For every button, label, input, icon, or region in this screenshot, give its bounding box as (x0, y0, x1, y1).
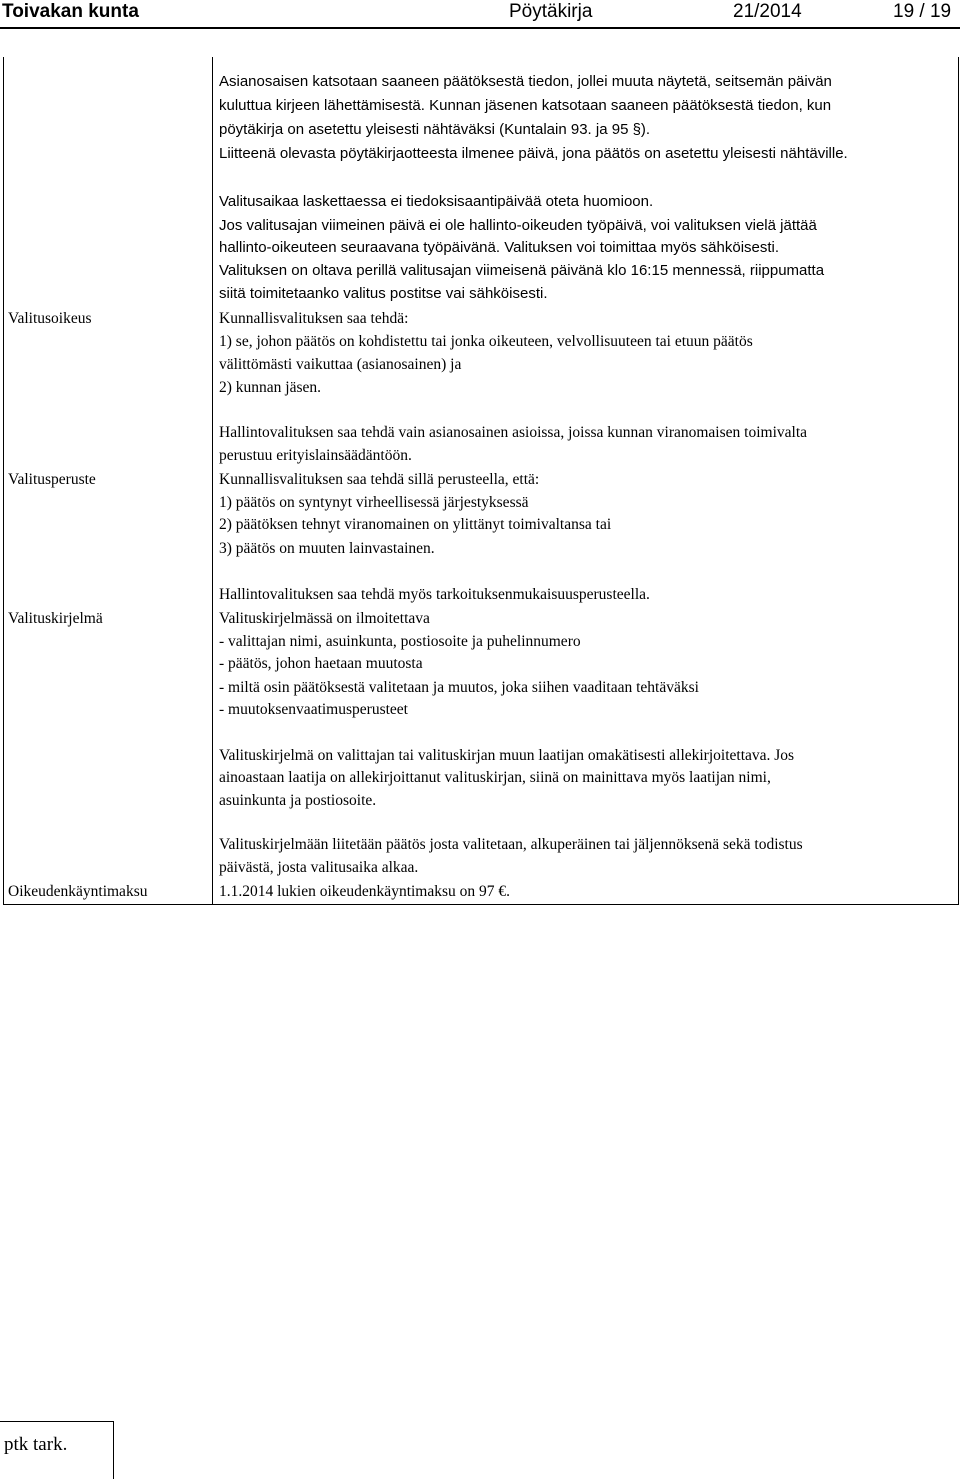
valitusoikeus-line-1: Kunnallisvalituksen saa tehdä: (219, 310, 409, 327)
municipality-name: Toivakan kunta (2, 1, 139, 22)
valitusoikeus-line-4: 2) kunnan jäsen. (219, 379, 322, 396)
label-oikeudenkayntimaksu: Oikeudenkäyntimaksu (8, 883, 148, 900)
valitusoikeus-line-3: välittömästi vaikuttaa (asianosainen) ja (219, 356, 462, 373)
deadline-line-3: hallinto-oikeuteen seuraavana työpäivänä. Valituksen voi toimittaa myös sähköisesti. (219, 239, 780, 256)
valitusperuste-line-1: Kunnallisvalituksen saa tehdä sillä perusteella, että: (219, 471, 540, 488)
document-number: 21/2014 (733, 1, 802, 22)
intro-line-1: Asianosaisen katsotaan saaneen päätöksestä tiedon, jollei muuta näytetä, seitsemän päivän (219, 73, 832, 90)
ptk-tark-box (0, 1421, 114, 1479)
liitteet-line-2: päivästä, josta valitusaika alkaa. (219, 859, 419, 876)
deadline-line-2: Jos valitusajan viimeinen päivä ei ole hallinto-oikeuden työpäivä, voi valituksen vielä jättää (219, 217, 817, 234)
hallintovalitus-line-1: Hallintovalituksen saa tehdä vain asianosainen asioissa, joissa kunnan viranomaisen toimivalta (219, 424, 808, 441)
valitusperuste-line-4: 3) päätös on muuten lainvastainen. (219, 540, 435, 557)
label-valitusoikeus: Valitusoikeus (8, 310, 92, 327)
valitusoikeus-line-2: 1) se, johon päätös on kohdistettu tai jonka oikeuteen, velvollisuuteen tai etuun päätös (219, 333, 753, 350)
allekirjoitus-line-1: Valituskirjelmä on valittajan tai valituskirjan muun laatijan omakätisesti allekirjoitettava. Jos (219, 747, 795, 764)
valituskirjelma-line-5: - muutoksenvaatimusperusteet (219, 701, 408, 718)
page-number: 19 / 19 (893, 1, 952, 22)
intro-line-4: Liitteenä olevasta pöytäkirjaotteesta ilmenee päivä, jona päätös on asetettu yleisesti nähtäville. (219, 145, 848, 162)
document-type: Pöytäkirja (509, 1, 593, 22)
maksu-line: 1.1.2014 lukien oikeudenkäyntimaksu on 97 €. (219, 883, 511, 900)
label-valituskirjelma: Valituskirjelmä (8, 610, 103, 627)
header-rule (0, 27, 960, 29)
liitteet-line-1: Valituskirjelmään liitetään päätös josta valitetaan, alkuperäinen tai jäljennöksenä sekä todistus (219, 836, 803, 853)
valituskirjelma-line-1: Valituskirjelmässä on ilmoitettava (219, 610, 430, 627)
valitusperuste-line-2: 1) päätös on syntynyt virheellisessä järjestyksessä (219, 494, 529, 511)
hallintovalitus-line-2: perustuu erityislainsäädäntöön. (219, 447, 412, 464)
allekirjoitus-line-2: ainoastaan laatija on allekirjoittanut valituskirjan, siinä on mainittava myös laatijan nimi, (219, 769, 771, 786)
valituskirjelma-line-2: - valittajan nimi, asuinkunta, postiosoite ja puhelinnumero (219, 633, 581, 650)
deadline-line-5: siitä toimitetaanko valitus postitse vai sähköisesti. (219, 285, 548, 302)
deadline-line-1: Valitusaikaa laskettaessa ei tiedoksisaantipäivää oteta huomioon. (219, 193, 654, 210)
valituskirjelma-line-4: - miltä osin päätöksestä valitetaan ja muutos, joka siihen vaaditaan tehtäväksi (219, 679, 699, 696)
deadline-line-4: Valituksen on oltava perillä valitusajan viimeisenä päivänä klo 16:15 mennessä, riippumatta (219, 262, 825, 279)
allekirjoitus-line-3: asuinkunta ja postiosoite. (219, 792, 377, 809)
intro-line-2: kuluttua kirjeen lähettämisestä. Kunnan jäsenen katsotaan saaneen päätöksestä tiedon, kun (219, 97, 832, 114)
column-divider (212, 57, 213, 905)
page-header (0, 0, 960, 26)
intro-line-3: pöytäkirja on asetettu yleisesti nähtäväksi (Kuntalain 93. ja 95 §). (219, 121, 651, 138)
label-valitusperuste: Valitusperuste (8, 471, 96, 488)
tarkoituksenmukaisuus-line: Hallintovalituksen saa tehdä myös tarkoituksenmukaisuusperusteella. (219, 586, 650, 603)
ptk-tark-label: ptk tark. (4, 1434, 68, 1455)
valitusperuste-line-3: 2) päätöksen tehnyt viranomainen on ylittänyt toimivaltansa tai (219, 516, 612, 533)
valituskirjelma-line-3: - päätös, johon haetaan muutosta (219, 655, 423, 672)
